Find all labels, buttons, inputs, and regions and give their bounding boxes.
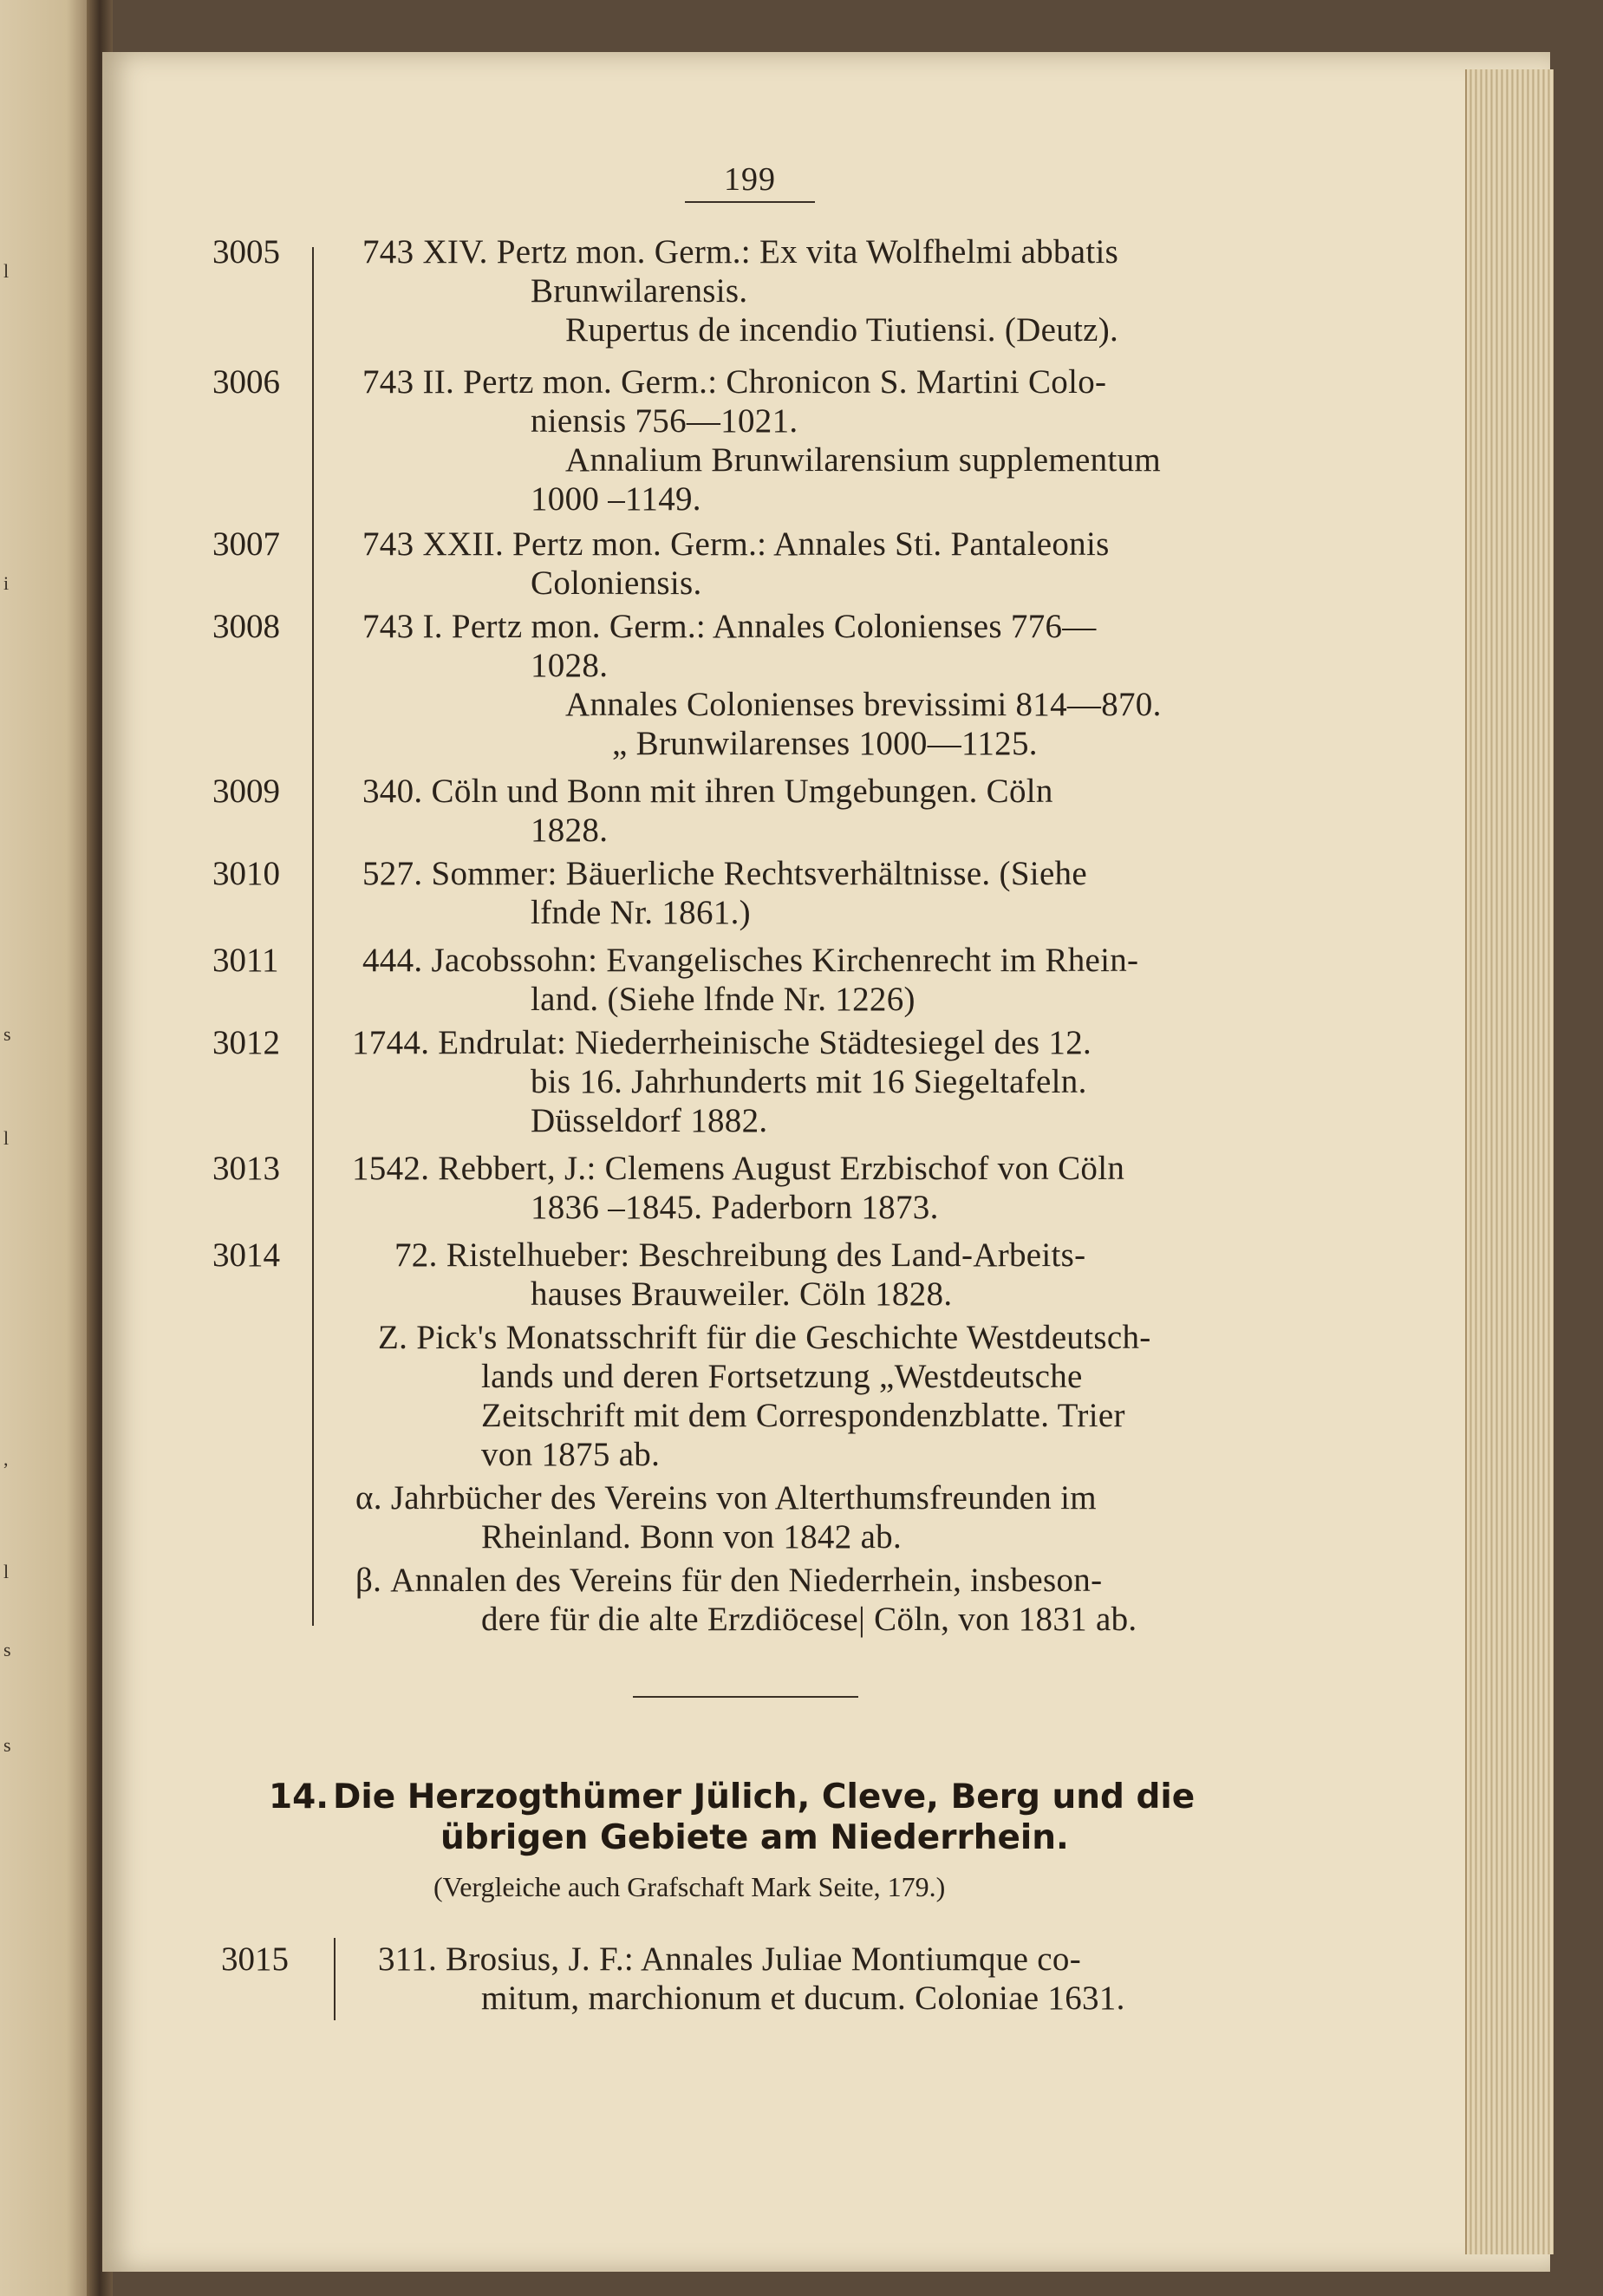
entry-line: dere für die alte Erzdiöcese| Cöln, von 1831 ab. (481, 1601, 1137, 1638)
margin-mark: , (3, 1448, 9, 1470)
entry-number: 3012 (212, 1024, 280, 1061)
entry-line: Z. Pick's Monatsschrift für die Geschichte Westdeutsch- (378, 1319, 1151, 1356)
column-rule (334, 1938, 336, 2020)
entry-line: 1828. (531, 812, 609, 849)
section-separator (633, 1696, 858, 1698)
entry-number: 3011 (212, 942, 279, 979)
entry-line: 743 II. Pertz mon. Germ.: Chronicon S. Martini Colo- (362, 363, 1107, 401)
margin-mark: s (3, 1639, 11, 1660)
section-number: 14. (269, 1777, 329, 1817)
margin-mark: l (3, 1561, 10, 1582)
entry-line: Annalium Brunwilarensium supplementum (565, 441, 1162, 479)
entry-line: 743 I. Pertz mon. Germ.: Annales Colonienses 776— (362, 608, 1097, 645)
entry-number: 3007 (212, 525, 280, 563)
entry-line: 444. Jacobssohn: Evangelisches Kirchenrecht im Rhein- (362, 942, 1139, 979)
margin-mark: s (3, 1734, 11, 1756)
entry-line: 743 XXII. Pertz mon. Germ.: Annales Sti. Pantaleonis (362, 525, 1110, 563)
entry-line: lands und deren Fortsetzung „Westdeutsche (481, 1358, 1083, 1395)
entry-line: 1744. Endrulat: Niederrheinische Städtesiegel des 12. (352, 1024, 1092, 1061)
entry-line: 340. Cöln und Bonn mit ihren Umgebungen. Cöln (362, 773, 1053, 810)
margin-mark: i (3, 572, 10, 594)
left-page-edge (0, 0, 95, 2296)
margin-mark: l (3, 260, 10, 282)
margin-mark: l (3, 1127, 10, 1149)
section-title: Die Herzogthümer Jülich, Cleve, Berg und die (333, 1777, 1196, 1817)
entry-line: Brunwilarensis. (531, 272, 748, 310)
entry-line: bis 16. Jahrhunderts mit 16 Siegeltafeln. (531, 1063, 1087, 1100)
entry-line: von 1875 ab. (481, 1436, 661, 1473)
entry-line: 72. Ristelhueber: Beschreibung des Land-Arbeits- (394, 1236, 1086, 1274)
entry-line: lfnde Nr. 1861.) (531, 894, 751, 931)
entry-line: Zeitschrift mit dem Correspondenzblatte. Trier (481, 1397, 1125, 1434)
entry-number: 3015 (221, 1941, 289, 1978)
entry-line: Düsseldorf 1882. (531, 1102, 768, 1139)
entry-line: mitum, marchionum et ducum. Coloniae 1631. (481, 1980, 1125, 2017)
entry-line: land. (Siehe lfnde Nr. 1226) (531, 981, 916, 1018)
entry-number: 3005 (212, 233, 280, 271)
entry-number: 3008 (212, 608, 280, 645)
entry-number: 3010 (212, 855, 280, 892)
entry-line: Coloniensis. (531, 564, 702, 602)
entry-line: 527. Sommer: Bäuerliche Rechtsverhältnisse. (Siehe (362, 855, 1087, 892)
page-number-rule (685, 201, 815, 203)
entry-line: 743 XIV. Pertz mon. Germ.: Ex vita Wolfhelmi abbatis (362, 233, 1119, 271)
entry-number: 3006 (212, 363, 280, 401)
section-title-cont: übrigen Gebiete am Niederrhein. (440, 1818, 1069, 1857)
page-number: 199 (724, 161, 776, 198)
entry-line: 1542. Rebbert, J.: Clemens August Erzbischof von Cöln (352, 1150, 1125, 1187)
entry-number: 3013 (212, 1150, 280, 1187)
entry-line: Rupertus de incendio Tiutiensi. (Deutz). (565, 311, 1119, 349)
entry-line: β. Annalen des Vereins für den Niederrhein, insbeson- (355, 1562, 1103, 1599)
page-stack-edge (1465, 69, 1554, 2254)
entry-line: niensis 756—1021. (531, 402, 798, 440)
entry-line: 1836 –1845. Paderborn 1873. (531, 1189, 939, 1226)
entry-line: Rheinland. Bonn von 1842 ab. (481, 1518, 903, 1556)
column-rule (312, 247, 314, 1626)
entry-line: 311. Brosius, J. F.: Annales Juliae Montiumque co- (378, 1941, 1081, 1978)
entry-line: hauses Brauweiler. Cöln 1828. (531, 1275, 953, 1313)
section-note: (Vergleiche auch Grafschaft Mark Seite, 179.) (433, 1871, 946, 1902)
entry-number: 3014 (212, 1236, 280, 1274)
entry-line: Annales Colonienses brevissimi 814—870. (565, 686, 1162, 723)
entry-line: „ Brunwilarenses 1000—1125. (612, 725, 1038, 762)
entry-number: 3009 (212, 773, 280, 810)
margin-mark: s (3, 1023, 11, 1045)
entry-line: α. Jahrbücher des Vereins von Alterthumsfreunden im (355, 1479, 1097, 1517)
entry-line: 1028. (531, 647, 609, 684)
entry-line: 1000 –1149. (531, 480, 701, 518)
